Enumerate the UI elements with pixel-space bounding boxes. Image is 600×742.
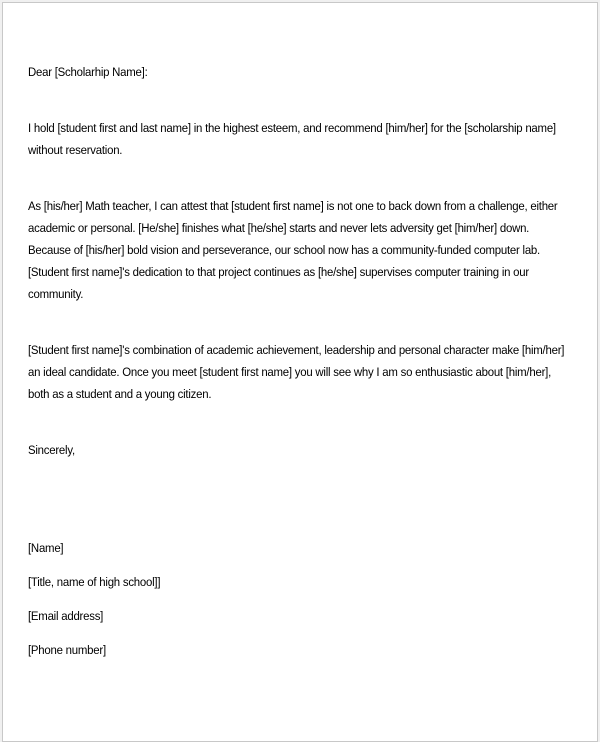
closing: Sincerely, [28,443,75,457]
signature-name: [Name] [28,541,64,555]
paragraph-character: As [his/her] Math teacher, I can attest that [student first name] is not one to back down from a challenge, either academic or personal. [He/she] finishes what [he/she] starts and never lets adversity get [him/her] down. Because of [his/her] bold vision and perseverance, our school now has a community-funded computer lab. [Student first name]'s dedication to that project continues as [he/she] supervises computer training in our community. [28,199,558,301]
document-page [2,2,598,742]
signature-email: [Email address] [28,609,104,623]
signature-title: [Title, name of high school]] [28,575,161,589]
signature-phone: [Phone number] [28,643,106,657]
paragraph-summary: [Student first name]'s combination of academic achievement, leadership and personal character make [him/her] an ideal candidate. Once you meet [student first name] you will see why I am so enthusiastic about [him/her], both as a student and a young citizen. [28,343,565,401]
paragraph-recommendation: I hold [student first and last name] in the highest esteem, and recommend [him/her] for the [scholarship name] without reservation. [28,121,556,157]
letter-body [28,61,565,673]
salutation: Dear [Scholarhip Name]: [28,65,148,79]
